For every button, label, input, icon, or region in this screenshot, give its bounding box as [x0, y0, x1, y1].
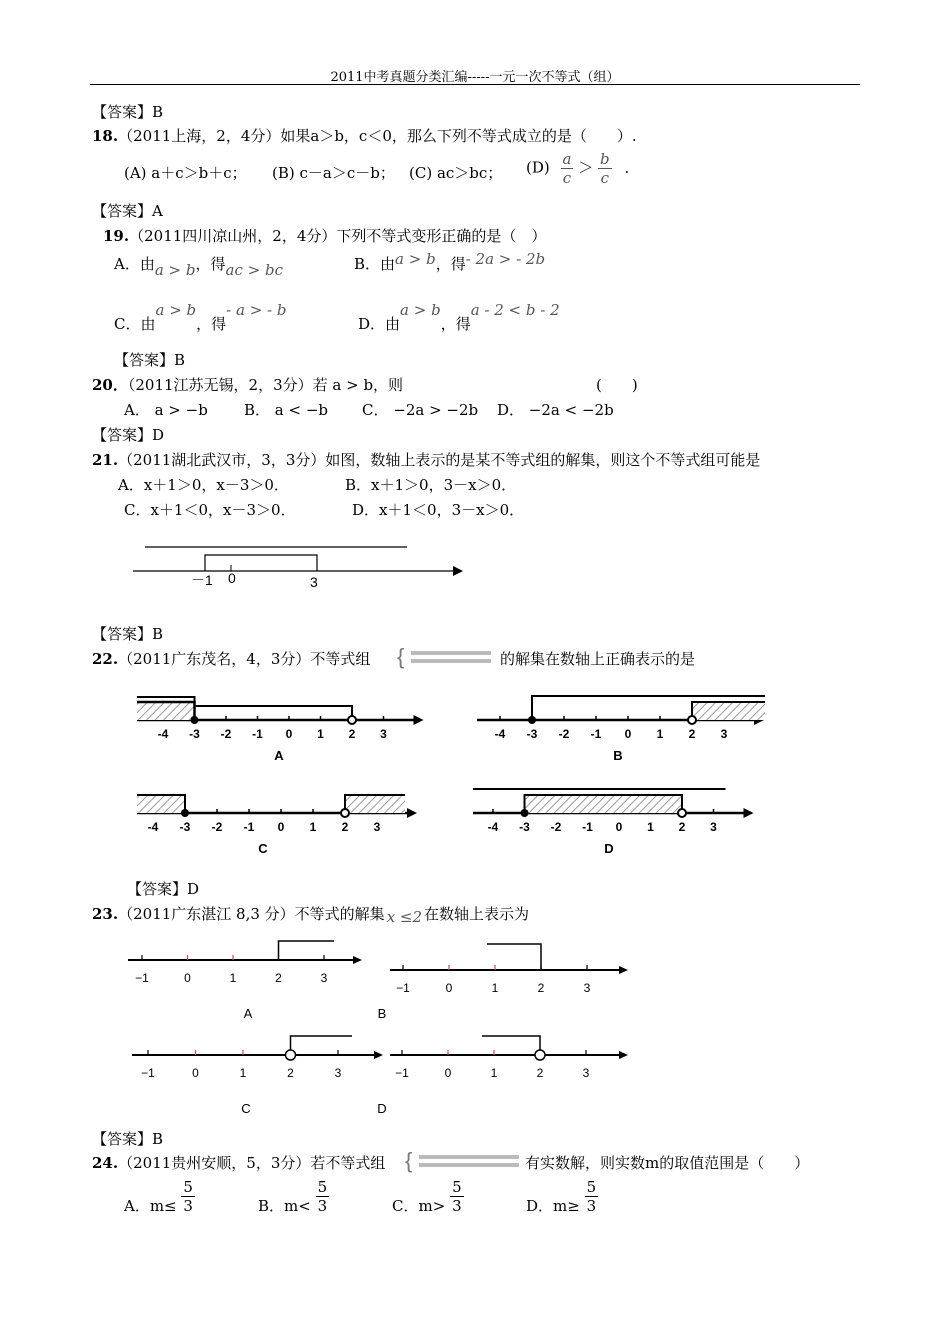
option-b — [258, 1178, 329, 1215]
closed-endpoint — [191, 716, 199, 724]
inequality-system-image — [397, 645, 500, 671]
tick-label: -4 — [494, 727, 506, 741]
hatched-region — [345, 795, 405, 813]
option-c: (C) ac＞bc； — [409, 164, 503, 182]
option-c — [392, 1178, 464, 1215]
option-d: D． −2a < −2b — [497, 401, 614, 419]
option-d: D．x＋1＜0，3－x＞0． — [352, 501, 525, 519]
option-b: (B) c－a＞c－b； — [272, 164, 395, 182]
tick-label: 0 — [192, 1066, 199, 1080]
tick-label-3: 3 — [310, 574, 318, 590]
question-number: 24. — [92, 1154, 119, 1172]
question-stem-part1: （2011广东湛江 8,3 分）不等式的解集 — [118, 905, 385, 923]
option-label: C．m> — [392, 1196, 446, 1215]
tick-label: 0 — [184, 971, 191, 985]
axis-arrow — [407, 808, 417, 818]
question-stem: （2011上海，2，4分）如果a＞b，c＜0，那么下列不等式成立的是（ ）. — [118, 127, 637, 145]
option-label: D．m≥ — [526, 1196, 580, 1215]
tick-label: 3 — [582, 1066, 590, 1080]
option-label: C．由 — [114, 315, 156, 333]
tick-label: 3 — [373, 820, 381, 834]
tick-label: 2 — [537, 981, 545, 995]
option-label: B — [377, 1006, 387, 1021]
tick-label: 3 — [720, 727, 728, 741]
tick-label: −1 — [135, 971, 149, 985]
tick-label: 3 — [334, 1066, 342, 1080]
axis-arrow — [453, 566, 463, 576]
option-b — [354, 250, 546, 274]
option-label: B．m< — [258, 1196, 311, 1215]
tick-label: -4 — [157, 727, 169, 741]
tick-label: −1 — [141, 1066, 155, 1080]
condition: a > b — [154, 261, 196, 279]
tick-label: -3 — [179, 820, 191, 834]
tick-label: 1 — [490, 1066, 498, 1080]
axis-arrow — [414, 715, 424, 725]
tick-label: 2 — [275, 971, 282, 985]
solution-bracket — [482, 1036, 540, 1055]
open-endpoint — [286, 1050, 296, 1060]
result: - 2a > - 2b — [465, 250, 546, 268]
header-rule — [90, 84, 860, 85]
tick-label: 3 — [710, 820, 717, 834]
hatched-region — [137, 795, 185, 813]
option-a — [114, 253, 283, 279]
tick-label: -2 — [550, 820, 562, 834]
answer-22: 【答案】D — [127, 880, 200, 898]
question-19 — [103, 225, 546, 246]
fraction-denominator: 3 — [183, 1197, 193, 1215]
tick-label: 0 — [444, 1066, 452, 1080]
option-a: (A) a＋c＞b＋c； — [124, 164, 247, 182]
tick-label: −1 — [396, 981, 410, 995]
inequality-system-image — [405, 1149, 523, 1175]
question-stem-part1: （2011广东茂名，4，3分）不等式组 — [118, 650, 371, 668]
question-number: 20． — [92, 376, 128, 394]
condition: a > b — [155, 301, 197, 319]
fraction-denominator: 3 — [586, 1197, 597, 1215]
answer-23: 【答案】B — [92, 1130, 164, 1148]
tick-label: -1 — [582, 820, 593, 834]
open-endpoint — [341, 809, 349, 817]
obscured-line-1 — [411, 651, 491, 655]
page-header: 2011中考真题分类汇编-----一元一次不等式（组） — [330, 70, 620, 85]
tick-label: 0 — [285, 727, 293, 741]
tick-label: 1 — [309, 820, 317, 834]
question-stem-part1: （2011贵州安顺，5，3分）若不等式组 — [118, 1154, 386, 1172]
brace: { — [397, 645, 405, 669]
question-21 — [92, 449, 760, 470]
answer-bracket: ( ) — [596, 376, 638, 394]
answer-19: 【答案】B — [114, 351, 186, 369]
option-d — [526, 150, 629, 187]
axis-arrow — [619, 966, 628, 974]
fraction-denominator: 3 — [452, 1197, 462, 1215]
hatched-region — [137, 702, 195, 720]
tick-label-0: 0 — [228, 570, 236, 586]
fraction-numerator: 5 — [452, 1178, 462, 1196]
region-boundary — [195, 706, 353, 720]
tick-label: 3 — [320, 971, 328, 985]
tick-label: -3 — [189, 727, 200, 741]
answer-18: 【答案】A — [92, 202, 163, 220]
tick-label: -3 — [519, 820, 530, 834]
solution-bracket — [291, 1036, 353, 1055]
tick-label: -2 — [220, 727, 232, 741]
option-label: B．由 — [354, 255, 396, 273]
question-number: 22. — [92, 650, 119, 668]
question-number: 21. — [92, 451, 119, 469]
inequality: x ≤2 — [386, 908, 423, 926]
option-label: A — [274, 748, 284, 763]
question-number: 18. — [92, 127, 119, 145]
option-label: A．由 — [114, 255, 155, 273]
tick-label: 0 — [277, 820, 285, 834]
open-endpoint — [348, 716, 356, 724]
answer-17: 【答案】B — [92, 103, 164, 121]
question-stem: （2011四川凉山州，2，4分）下列不等式变形正确的是（ ） — [129, 227, 547, 245]
result: ac > bc — [225, 261, 283, 279]
tick-label: -2 — [211, 820, 223, 834]
tick-label: 1 — [317, 727, 324, 741]
connector: ，得 — [440, 315, 471, 333]
tick-label: 0 — [445, 981, 453, 995]
tick-label: 2 — [348, 727, 356, 741]
tick-label: 2 — [678, 820, 686, 834]
fraction-numerator: a — [562, 150, 572, 168]
question-stem: （2011江苏无锡，2，3分）若 a > b，则 — [127, 376, 404, 394]
option-label: D．由 — [358, 315, 401, 333]
axis-arrow — [353, 956, 362, 964]
question-stem-part2: 在数轴上表示为 — [424, 905, 530, 923]
number-line-figure — [125, 535, 475, 595]
open-endpoint — [678, 809, 686, 817]
axis-arrow — [374, 1051, 383, 1059]
fraction-numerator: 5 — [183, 1178, 193, 1196]
fraction-denominator: c — [562, 169, 572, 187]
fraction-numerator: 5 — [586, 1178, 597, 1196]
result: - a > - b — [226, 301, 287, 319]
question-24 — [92, 1152, 385, 1173]
open-endpoint — [688, 716, 696, 724]
tick-label: 2 — [287, 1066, 294, 1080]
option-label: C — [241, 1101, 251, 1116]
option-a: A． a > −b — [124, 401, 208, 419]
option-d — [358, 301, 560, 334]
obscured-line-2 — [411, 659, 491, 663]
option-d — [526, 1178, 598, 1215]
option-label: A — [243, 1006, 253, 1021]
axis-arrow — [619, 1051, 628, 1059]
result: a - 2 < b - 2 — [470, 301, 560, 319]
closed-endpoint — [181, 809, 189, 817]
fraction-denominator: c — [600, 169, 610, 187]
open-endpoint — [535, 1050, 545, 1060]
tick-label: 3 — [380, 727, 387, 741]
option-label: A．m≤ — [124, 1196, 177, 1215]
tick-label: 0 — [624, 727, 632, 741]
answer-20: 【答案】D — [92, 426, 165, 444]
question-20 — [92, 374, 403, 395]
connector: ，得 — [195, 255, 226, 273]
option-b: B． a < −b — [244, 401, 329, 419]
axis-arrow — [744, 808, 754, 818]
option-label: D — [604, 841, 614, 856]
question-stem-part2: 的解集在数轴上正确表示的是 — [500, 650, 696, 668]
condition: a > b — [400, 301, 441, 319]
tick-label: -3 — [526, 727, 538, 741]
option-b: B．x＋1＞0，3－x＞0． — [345, 476, 517, 494]
q23-options-figure — [120, 935, 640, 1125]
obscured-line-1 — [419, 1155, 519, 1159]
tick-label: 2 — [341, 820, 349, 834]
tick-label: −1 — [395, 1066, 409, 1080]
closed-endpoint — [521, 809, 529, 817]
obscured-line-2 — [419, 1163, 519, 1167]
option-c: C．x＋1＜0，x－3＞0． — [124, 501, 296, 519]
hatched-region — [692, 702, 765, 720]
tick-label: 2 — [688, 727, 696, 741]
connector: ，得 — [196, 315, 227, 333]
tick-label: 1 — [239, 1066, 247, 1080]
answer-21: 【答案】B — [92, 625, 164, 643]
tick-label: 0 — [615, 820, 623, 834]
tick-label: 2 — [536, 1066, 544, 1080]
question-stem: （2011湖北武汉市，3，3分）如图，数轴上表示的是某不等式组的解集，则这个不等式组可能是 — [118, 451, 761, 469]
tick-label: -1 — [243, 820, 255, 834]
fraction-numerator: b — [600, 150, 610, 168]
option-label: B — [613, 748, 623, 763]
tick-label: 3 — [583, 981, 591, 995]
question-stem-part2: 有实数解，则实数m的取值范围是（ ） — [525, 1154, 810, 1172]
tick-label: 1 — [656, 727, 664, 741]
tick-label: -1 — [590, 727, 602, 741]
question-number: 23. — [92, 905, 119, 923]
closed-endpoint — [528, 716, 536, 724]
tick-label: 1 — [647, 820, 654, 834]
hatched-region — [525, 795, 683, 813]
question-18 — [92, 125, 637, 146]
tick-label: -4 — [147, 820, 159, 834]
option-c: C． −2a > −2b — [362, 401, 479, 419]
brace: { — [405, 1149, 413, 1173]
solution-bracket — [205, 555, 317, 571]
tick-label: 1 — [229, 971, 237, 985]
option-label: D — [377, 1101, 387, 1116]
period: . — [624, 158, 630, 177]
option-a: A．x＋1＞0，x－3＞0． — [118, 476, 289, 494]
question-22 — [92, 648, 370, 669]
solution-bracket — [279, 941, 335, 960]
operator: ＞ — [578, 158, 594, 177]
question-23 — [92, 903, 529, 924]
tick-label: -1 — [252, 727, 263, 741]
condition: a > b — [395, 250, 436, 268]
question-number: 19. — [103, 227, 130, 245]
q22-options-figure — [125, 690, 765, 865]
tick-label: -2 — [558, 727, 570, 741]
fraction-denominator: 3 — [317, 1197, 328, 1215]
option-a — [124, 1178, 195, 1215]
tick-label: 1 — [491, 981, 499, 995]
option-label: C — [258, 841, 268, 856]
tick-label: -4 — [487, 820, 499, 834]
fraction-numerator: 5 — [317, 1178, 328, 1196]
option-c — [114, 301, 287, 334]
tick-label-minus-1: －1 — [191, 572, 213, 588]
connector: ，得 — [435, 255, 466, 273]
option-label: (D) — [526, 158, 550, 177]
